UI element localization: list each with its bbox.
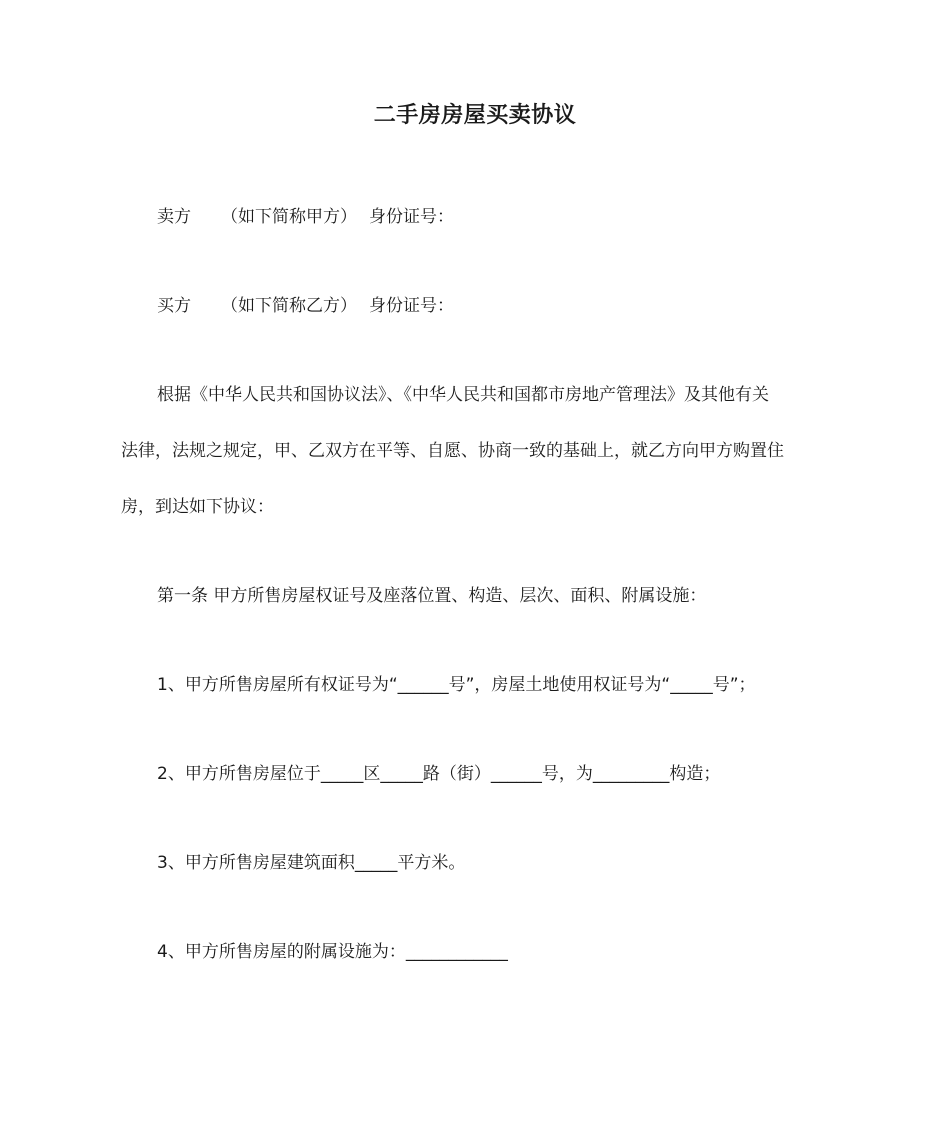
preamble-line-1: 根据《中华人民共和国协议法》、《中华人民共和国都市房地产管理法》及其他有关 bbox=[157, 385, 769, 405]
buyer-line bbox=[157, 295, 454, 317]
article-1-heading: 第一条 甲方所售房屋权证号及座落位置、构造、层次、面积、附属设施： bbox=[157, 586, 707, 606]
article-1-item-1: 1、甲方所售房屋所有权证号为“______号”，房屋土地使用权证号为“_____号”； bbox=[157, 675, 756, 695]
preamble-line-3: 房，到达如下协议： bbox=[121, 497, 274, 517]
buyer-alias: （如下简称乙方） bbox=[221, 296, 357, 316]
seller-alias: （如下简称甲方） bbox=[221, 207, 357, 227]
article-1-item-3: 3、甲方所售房屋建筑面积_____平方米。 bbox=[157, 853, 466, 873]
article-1-item-4: 4、甲方所售房屋的附属设施为：____________ bbox=[157, 942, 508, 962]
seller-line bbox=[157, 206, 454, 228]
preamble-line-2: 法律，法规之规定，甲、乙双方在平等、自愿、协商一致的基础上，就乙方向甲方购置住 bbox=[121, 441, 784, 461]
seller-label: 卖方 bbox=[157, 207, 191, 227]
document-title: 二手房房屋买卖协议 bbox=[373, 103, 577, 128]
buyer-id-label: 身份证号： bbox=[369, 296, 454, 316]
seller-id-label: 身份证号： bbox=[369, 207, 454, 227]
article-1-item-2: 2、甲方所售房屋位于_____区_____路（街）______号，为_________构造； bbox=[157, 764, 721, 784]
buyer-label: 买方 bbox=[157, 296, 191, 316]
